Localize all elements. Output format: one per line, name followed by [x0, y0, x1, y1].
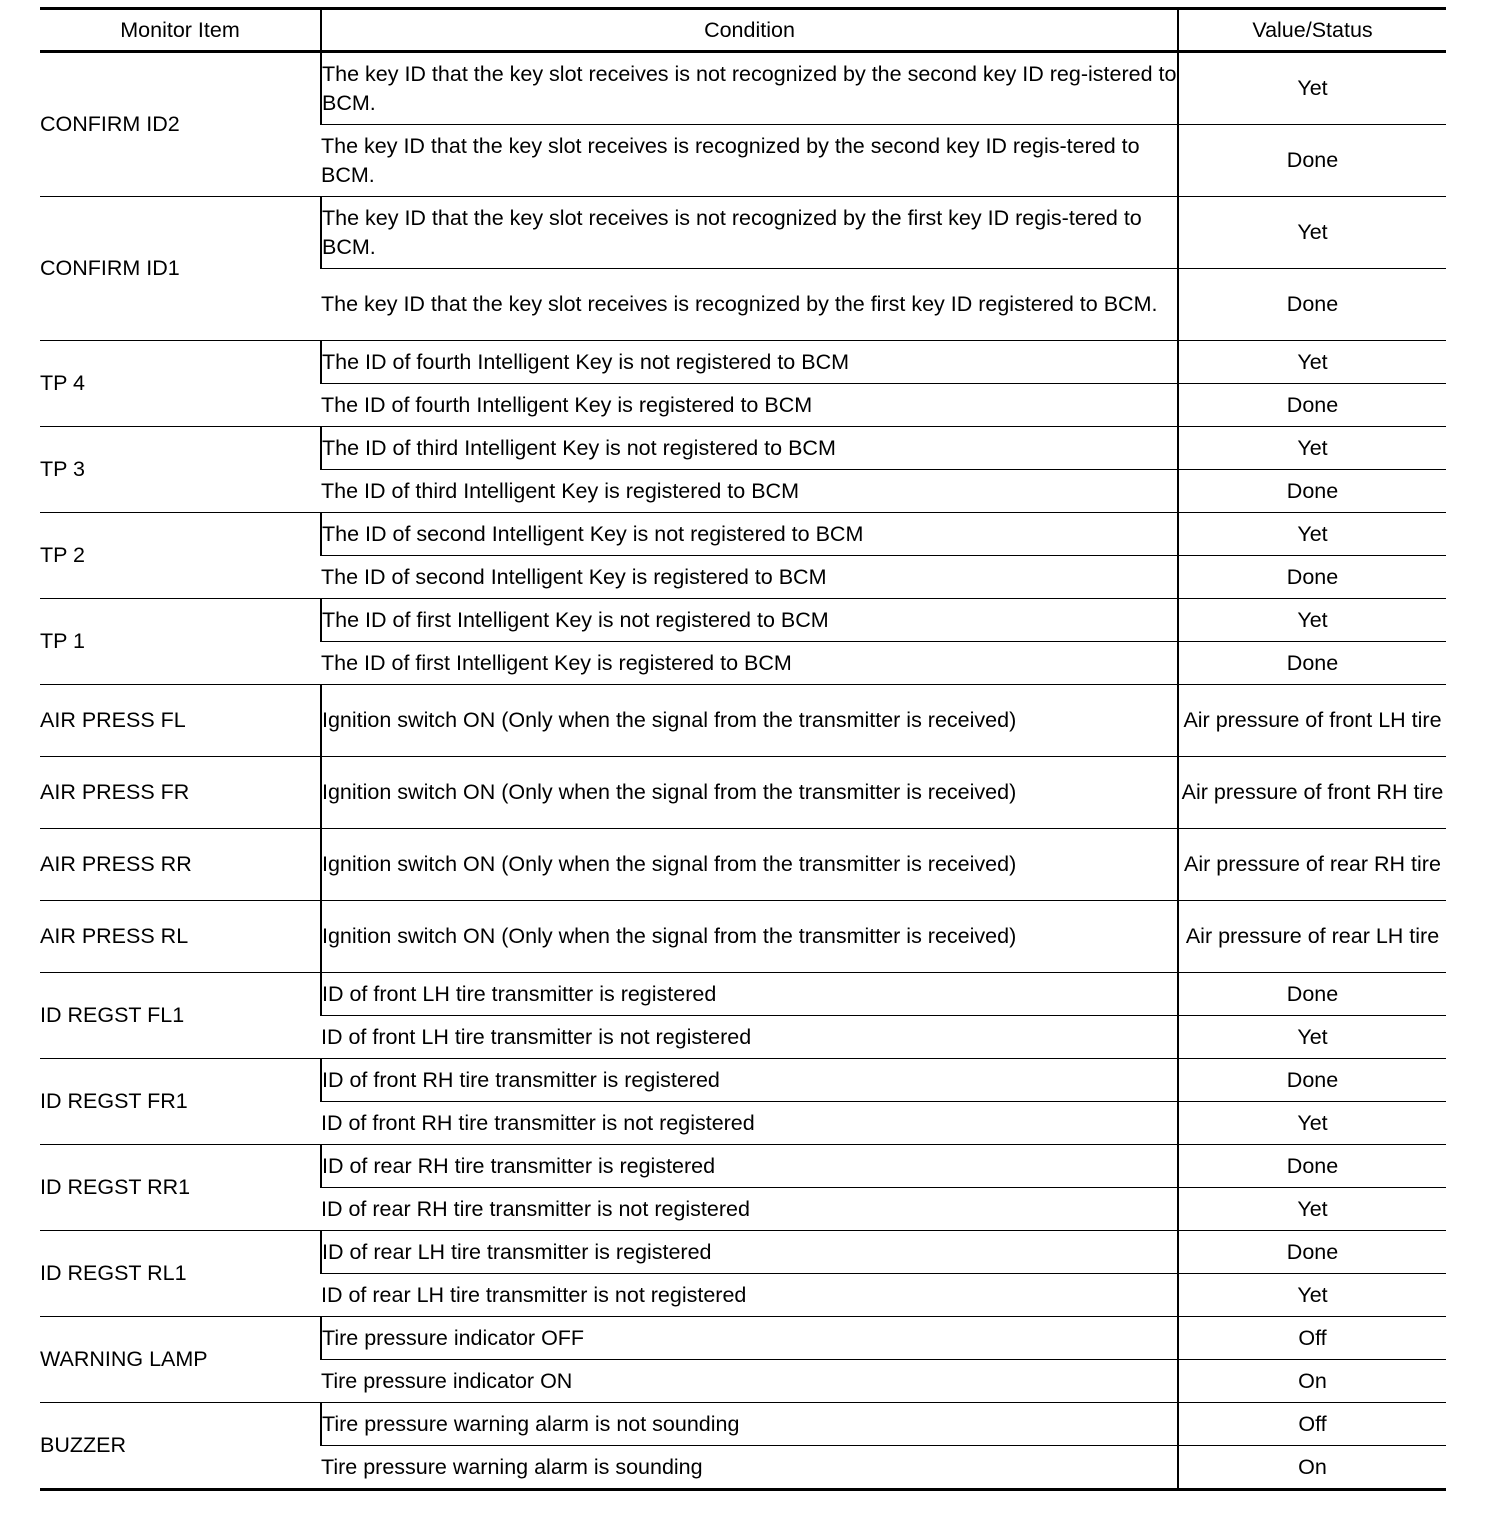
table-body — [40, 52, 1446, 1490]
table-row — [40, 757, 1446, 829]
condition-cell: The key ID that the key slot receives is recognized by the second key ID regis-tered to BCM. — [321, 125, 1178, 197]
value-status-cell: Done — [1178, 470, 1446, 513]
monitor-item-cell: TP 3 — [40, 427, 321, 513]
condition-cell: The key ID that the key slot receives is recognized by the first key ID registered to BCM. — [321, 269, 1178, 341]
table-row — [40, 1231, 1446, 1274]
value-status-cell: Yet — [1178, 1016, 1446, 1059]
table-row — [40, 829, 1446, 901]
value-status-cell: Done — [1178, 973, 1446, 1016]
condition-cell: ID of rear RH tire transmitter is registered — [321, 1145, 1178, 1188]
condition-cell: ID of rear LH tire transmitter is registered — [321, 1231, 1178, 1274]
condition-cell: The ID of second Intelligent Key is registered to BCM — [321, 556, 1178, 599]
condition-cell: The ID of fourth Intelligent Key is not registered to BCM — [321, 341, 1178, 384]
monitor-item-cell: WARNING LAMP — [40, 1317, 321, 1403]
table-row — [40, 1317, 1446, 1360]
value-status-cell: On — [1178, 1446, 1446, 1490]
monitor-item-cell: AIR PRESS RR — [40, 829, 321, 901]
value-status-cell: Done — [1178, 1145, 1446, 1188]
value-status-cell: Done — [1178, 1059, 1446, 1102]
monitor-item-cell: TP 2 — [40, 513, 321, 599]
condition-cell: Tire pressure indicator ON — [321, 1360, 1178, 1403]
value-status-cell: Air pressure of rear LH tire — [1178, 901, 1446, 973]
monitor-item-cell: TP 1 — [40, 599, 321, 685]
value-status-cell: Off — [1178, 1317, 1446, 1360]
condition-cell: ID of front RH tire transmitter is registered — [321, 1059, 1178, 1102]
condition-cell: Ignition switch ON (Only when the signal from the transmitter is received) — [321, 829, 1178, 901]
condition-cell: The ID of third Intelligent Key is registered to BCM — [321, 470, 1178, 513]
table-header-row — [40, 9, 1446, 52]
condition-cell: The ID of fourth Intelligent Key is registered to BCM — [321, 384, 1178, 427]
value-status-cell: Air pressure of front LH tire — [1178, 685, 1446, 757]
monitor-item-cell: ID REGST FR1 — [40, 1059, 321, 1145]
value-status-cell: Yet — [1178, 52, 1446, 125]
condition-cell: ID of front LH tire transmitter is registered — [321, 973, 1178, 1016]
condition-cell: Ignition switch ON (Only when the signal from the transmitter is received) — [321, 685, 1178, 757]
table-row — [40, 427, 1446, 470]
value-status-cell: Air pressure of front RH tire — [1178, 757, 1446, 829]
condition-cell: Ignition switch ON (Only when the signal from the transmitter is received) — [321, 757, 1178, 829]
condition-cell: The ID of first Intelligent Key is registered to BCM — [321, 642, 1178, 685]
condition-cell: ID of rear RH tire transmitter is not registered — [321, 1188, 1178, 1231]
value-status-cell: Yet — [1178, 513, 1446, 556]
condition-cell: ID of front RH tire transmitter is not registered — [321, 1102, 1178, 1145]
value-status-cell: Done — [1178, 1231, 1446, 1274]
value-status-cell: Done — [1178, 384, 1446, 427]
header-value-status: Value/Status — [1178, 9, 1446, 52]
value-status-cell: Done — [1178, 556, 1446, 599]
value-status-cell: Yet — [1178, 1274, 1446, 1317]
condition-cell: The ID of second Intelligent Key is not registered to BCM — [321, 513, 1178, 556]
monitor-item-cell: AIR PRESS RL — [40, 901, 321, 973]
value-status-cell: Yet — [1178, 1102, 1446, 1145]
condition-cell: Tire pressure warning alarm is sounding — [321, 1446, 1178, 1490]
table-row — [40, 52, 1446, 125]
monitor-item-cell: CONFIRM ID2 — [40, 52, 321, 197]
condition-cell: Ignition switch ON (Only when the signal from the transmitter is received) — [321, 901, 1178, 973]
condition-cell: Tire pressure warning alarm is not sounding — [321, 1403, 1178, 1446]
value-status-cell: Done — [1178, 269, 1446, 341]
value-status-cell: Yet — [1178, 427, 1446, 470]
table-row — [40, 599, 1446, 642]
table-row — [40, 1059, 1446, 1102]
monitor-item-cell: ID REGST RL1 — [40, 1231, 321, 1317]
value-status-cell: Done — [1178, 125, 1446, 197]
monitor-item-table — [40, 7, 1446, 1491]
table-row — [40, 197, 1446, 269]
table-row — [40, 1145, 1446, 1188]
table-row — [40, 513, 1446, 556]
value-status-cell: Air pressure of rear RH tire — [1178, 829, 1446, 901]
table-row — [40, 901, 1446, 973]
condition-cell: The key ID that the key slot receives is not recognized by the second key ID reg-istered to BCM. — [321, 52, 1178, 125]
condition-cell: The ID of first Intelligent Key is not registered to BCM — [321, 599, 1178, 642]
condition-cell: Tire pressure indicator OFF — [321, 1317, 1178, 1360]
monitor-item-cell: BUZZER — [40, 1403, 321, 1490]
table-row — [40, 1403, 1446, 1446]
value-status-cell: Done — [1178, 642, 1446, 685]
monitor-item-cell: AIR PRESS FR — [40, 757, 321, 829]
value-status-cell: Yet — [1178, 1188, 1446, 1231]
monitor-item-cell: ID REGST RR1 — [40, 1145, 321, 1231]
value-status-cell: On — [1178, 1360, 1446, 1403]
value-status-cell: Yet — [1178, 197, 1446, 269]
header-condition: Condition — [321, 9, 1178, 52]
table-row — [40, 973, 1446, 1016]
condition-cell: The ID of third Intelligent Key is not registered to BCM — [321, 427, 1178, 470]
value-status-cell: Yet — [1178, 599, 1446, 642]
header-monitor-item: Monitor Item — [40, 9, 321, 52]
value-status-cell: Yet — [1178, 341, 1446, 384]
monitor-item-cell: ID REGST FL1 — [40, 973, 321, 1059]
value-status-cell: Off — [1178, 1403, 1446, 1446]
monitor-item-cell: TP 4 — [40, 341, 321, 427]
table-row — [40, 685, 1446, 757]
condition-cell: The key ID that the key slot receives is not recognized by the first key ID regis-tered to BCM. — [321, 197, 1178, 269]
monitor-item-cell: CONFIRM ID1 — [40, 197, 321, 341]
condition-cell: ID of front LH tire transmitter is not registered — [321, 1016, 1178, 1059]
condition-cell: ID of rear LH tire transmitter is not registered — [321, 1274, 1178, 1317]
monitor-item-cell: AIR PRESS FL — [40, 685, 321, 757]
table-row — [40, 341, 1446, 384]
